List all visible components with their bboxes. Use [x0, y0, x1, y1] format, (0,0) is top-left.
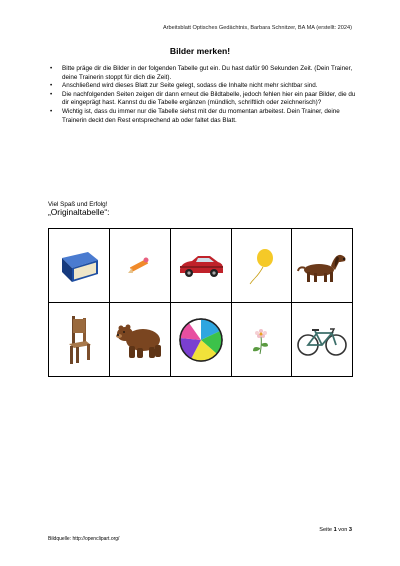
instruction-item — [48, 91, 358, 108]
table-cell — [170, 229, 231, 303]
table-cell — [109, 229, 170, 303]
page-title: Bilder merken! — [169, 46, 231, 56]
instruction-item — [48, 108, 358, 125]
table-cell — [291, 303, 352, 377]
instruction-list — [48, 65, 358, 125]
table-row — [49, 303, 353, 377]
bullet-icon: • — [50, 90, 53, 98]
instruction-item — [48, 65, 358, 82]
instruction-text: Die nachfolgenden Seiten zeigen dir dann erneut die Bildtabelle, jedoch fehlen hier ein paar Bilder, die du dir eingeprägt hast. Kannst du die Tabelle ergänzen (mündlich, schriftlich oder zeichnerisch)? — [62, 90, 356, 107]
instruction-text: Bitte präge dir die Bilder in der folgenden Tabelle gut ein. Du hast dafür 90 Sekunden Zeit. (Dein Trainer, deine Trainerin stoppt für dich die Zeit). — [62, 65, 353, 81]
flower-icon — [246, 322, 276, 358]
bullet-icon: • — [50, 82, 53, 90]
table-title: „Originaltabelle“: — [48, 207, 110, 217]
chair-icon — [64, 314, 94, 366]
image-source: Bildquelle: http://openclipart.org/ — [48, 536, 120, 542]
dachshund-icon — [295, 244, 349, 288]
table-cell — [170, 303, 231, 377]
instruction-item — [48, 82, 358, 91]
table-row — [49, 229, 353, 303]
table-cell — [231, 229, 291, 303]
car-icon — [176, 251, 226, 281]
total-pages: 3 — [348, 527, 352, 533]
table-cell — [109, 303, 170, 377]
balloon-icon — [243, 246, 279, 286]
beach-ball-icon — [177, 316, 225, 364]
table-cell — [291, 229, 352, 303]
bullet-icon: • — [50, 65, 53, 72]
bullet-icon: • — [50, 107, 53, 115]
original-table — [48, 228, 353, 377]
book-icon — [56, 246, 102, 286]
page-separator: von — [338, 527, 348, 533]
table-cell — [49, 303, 110, 377]
page-number — [319, 527, 352, 533]
instruction-text: Wichtig ist, dass du immer nur die Tabelle siehst mit der du momentan arbeitest. Dein Trainer, deine Trainerin deckt den Rest entsprechend ab oder faltet das Blatt. — [62, 107, 340, 124]
bear-icon — [113, 318, 167, 362]
page-prefix: Seite — [319, 527, 333, 533]
table-cell — [49, 229, 110, 303]
pencil-icon — [120, 251, 160, 281]
instruction-text: Anschließend wird dieses Blatt zur Seite gelegt, sodass die Inhalte nicht mehr sichtbar sind. — [62, 82, 318, 90]
table-cell — [231, 303, 291, 377]
closing-text: Viel Spaß und Erfolg! — [48, 201, 108, 208]
page-header: Arbeitsblatt Optisches Gedächtnis, Barbara Schnitzer, BA MA (erstellt: 2024) — [162, 25, 352, 31]
bicycle-icon — [296, 322, 348, 358]
current-page: 1 — [333, 527, 337, 533]
